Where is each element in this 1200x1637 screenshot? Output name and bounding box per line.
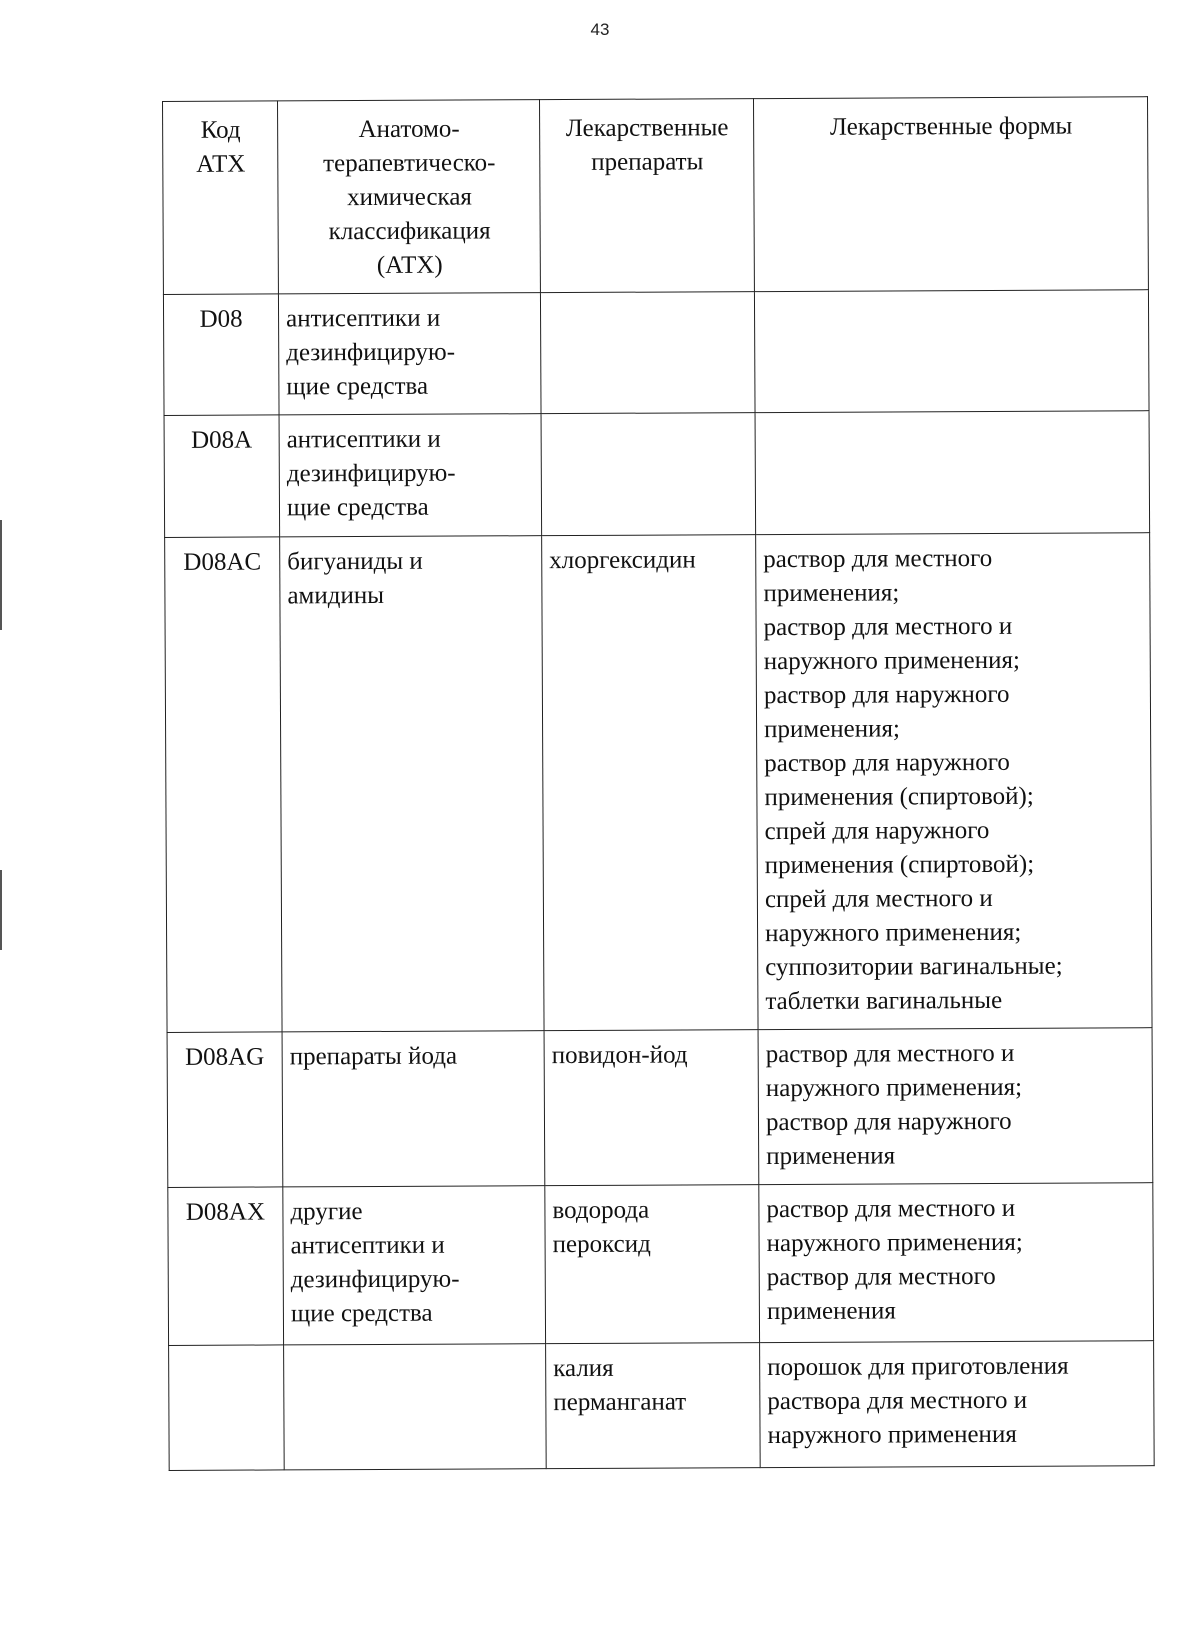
atx-code-cell: D08AG <box>167 1032 283 1188</box>
table-row <box>165 533 1152 1033</box>
cell-text-line: антисептики и <box>286 304 441 333</box>
atx-code-cell <box>169 1345 285 1471</box>
classification-cell <box>278 293 541 415</box>
cell-text-line: раствор для местного и <box>766 1194 1016 1224</box>
cell-text-line: АТХ <box>196 150 246 178</box>
cell-text-line: калия <box>553 1354 614 1383</box>
drug-cell <box>540 292 755 414</box>
cell-text-line: водорода <box>552 1196 650 1225</box>
cell-text-line: Код <box>200 116 241 144</box>
cell-text-line: повидон-йод <box>551 1041 688 1070</box>
cell-text-line: суппозитории вагинальные; <box>765 952 1063 982</box>
cell-text-line: Лекарственные формы <box>829 112 1073 141</box>
atx-code-cell: D08AX <box>168 1187 284 1346</box>
table-row <box>169 1341 1155 1471</box>
forms-cell <box>756 533 1152 1030</box>
cell-text-line: щие средства <box>286 493 429 522</box>
cell-text-line: таблетки вагинальные <box>765 986 1003 1016</box>
cell-text-line: применения; <box>764 715 901 744</box>
cell-text-line: пероксид <box>552 1230 651 1259</box>
cell-text-line: другие <box>290 1198 363 1226</box>
cell-text-line: применения; <box>763 579 900 608</box>
cell-text-line: щие средства <box>290 1299 433 1328</box>
cell-text-line: антисептики и <box>286 425 441 454</box>
cell-text-line: химическая <box>346 183 472 212</box>
cell-text-line: раствора для местного и <box>767 1386 1028 1416</box>
classification-cell <box>282 1031 545 1187</box>
table-row <box>167 1028 1153 1188</box>
cell-text-line: раствор для местного и <box>765 1039 1015 1069</box>
atx-classification-table <box>162 96 1155 1471</box>
cell-text-line: амидины <box>287 581 385 610</box>
cell-text-line: (АТХ) <box>376 251 443 279</box>
cell-text-line: наружного применения; <box>766 1228 1023 1258</box>
cell-text-line: терапевтическо- <box>323 149 496 178</box>
cell-text-line: дезинфицирую- <box>286 338 456 367</box>
header-drugs <box>539 99 754 293</box>
cell-text-line: дезинфицирую- <box>290 1265 460 1294</box>
drug-cell <box>542 535 758 1031</box>
cell-text-line: хлоргексидин <box>549 546 696 575</box>
drug-cell <box>546 1343 761 1469</box>
atx-code-cell: D08A <box>164 415 280 538</box>
forms-cell <box>754 290 1149 413</box>
cell-text-line: спрей для наружного <box>764 816 990 846</box>
classification-cell <box>283 1186 546 1345</box>
cell-text-line: щие средства <box>286 372 429 401</box>
cell-text-line: наружного применения <box>767 1420 1017 1450</box>
cell-text-line: спрей для местного и <box>764 884 993 914</box>
header-code <box>163 101 279 295</box>
cell-text-line: применения <box>766 1297 896 1326</box>
table-row <box>164 411 1150 538</box>
classification-cell <box>284 1344 547 1470</box>
drug-cell <box>541 413 756 536</box>
header-classification <box>278 100 541 294</box>
drug-cell <box>545 1185 760 1344</box>
cell-text-line: применения <box>766 1142 896 1171</box>
cell-text-line: препараты йода <box>289 1042 458 1071</box>
cell-text-line: дезинфицирую- <box>286 459 456 488</box>
cell-text-line: порошок для приготовления <box>767 1352 1069 1382</box>
cell-text-line: Лекарственные <box>565 114 729 143</box>
cell-text-line: наружного применения; <box>763 646 1021 676</box>
cell-text-line: раствор для местного <box>763 544 993 574</box>
forms-cell <box>760 1341 1155 1468</box>
cell-text-line: препараты <box>591 148 704 176</box>
cell-text-line: классификация <box>328 217 491 246</box>
table-header-row <box>163 97 1149 295</box>
cell-text-line: применения (спиртовой); <box>764 850 1035 880</box>
cell-text-line: раствор для наружного <box>765 1107 1012 1137</box>
scan-edge-mark <box>0 870 2 950</box>
cell-text-line: перманганат <box>553 1388 687 1417</box>
cell-text-line: наружного применения; <box>765 1073 1023 1103</box>
classification-cell <box>280 536 544 1032</box>
table-row <box>168 1183 1154 1346</box>
drug-cell <box>544 1030 759 1186</box>
atx-code-cell: D08 <box>163 294 279 416</box>
forms-cell <box>758 1028 1153 1185</box>
cell-text-line: раствор для местного <box>766 1262 996 1292</box>
cell-text-line: Анатомо- <box>358 115 460 144</box>
header-forms <box>753 97 1148 292</box>
cell-text-line: раствор для местного и <box>763 612 1013 642</box>
table-row <box>163 290 1149 416</box>
forms-cell <box>759 1183 1154 1343</box>
classification-cell <box>279 414 542 537</box>
cell-text-line: антисептики и <box>290 1231 445 1260</box>
cell-text-line: раствор для наружного <box>763 680 1010 710</box>
cell-text-line: наружного применения; <box>765 918 1022 948</box>
scan-edge-mark <box>0 520 2 630</box>
atx-code-cell: D08AC <box>165 537 282 1033</box>
cell-text-line: раствор для наружного <box>764 748 1010 778</box>
cell-text-line: бигуаниды и <box>287 547 423 576</box>
cell-text-line: применения (спиртовой); <box>764 782 1034 812</box>
forms-cell <box>755 411 1150 535</box>
page-number: 43 <box>590 20 610 39</box>
